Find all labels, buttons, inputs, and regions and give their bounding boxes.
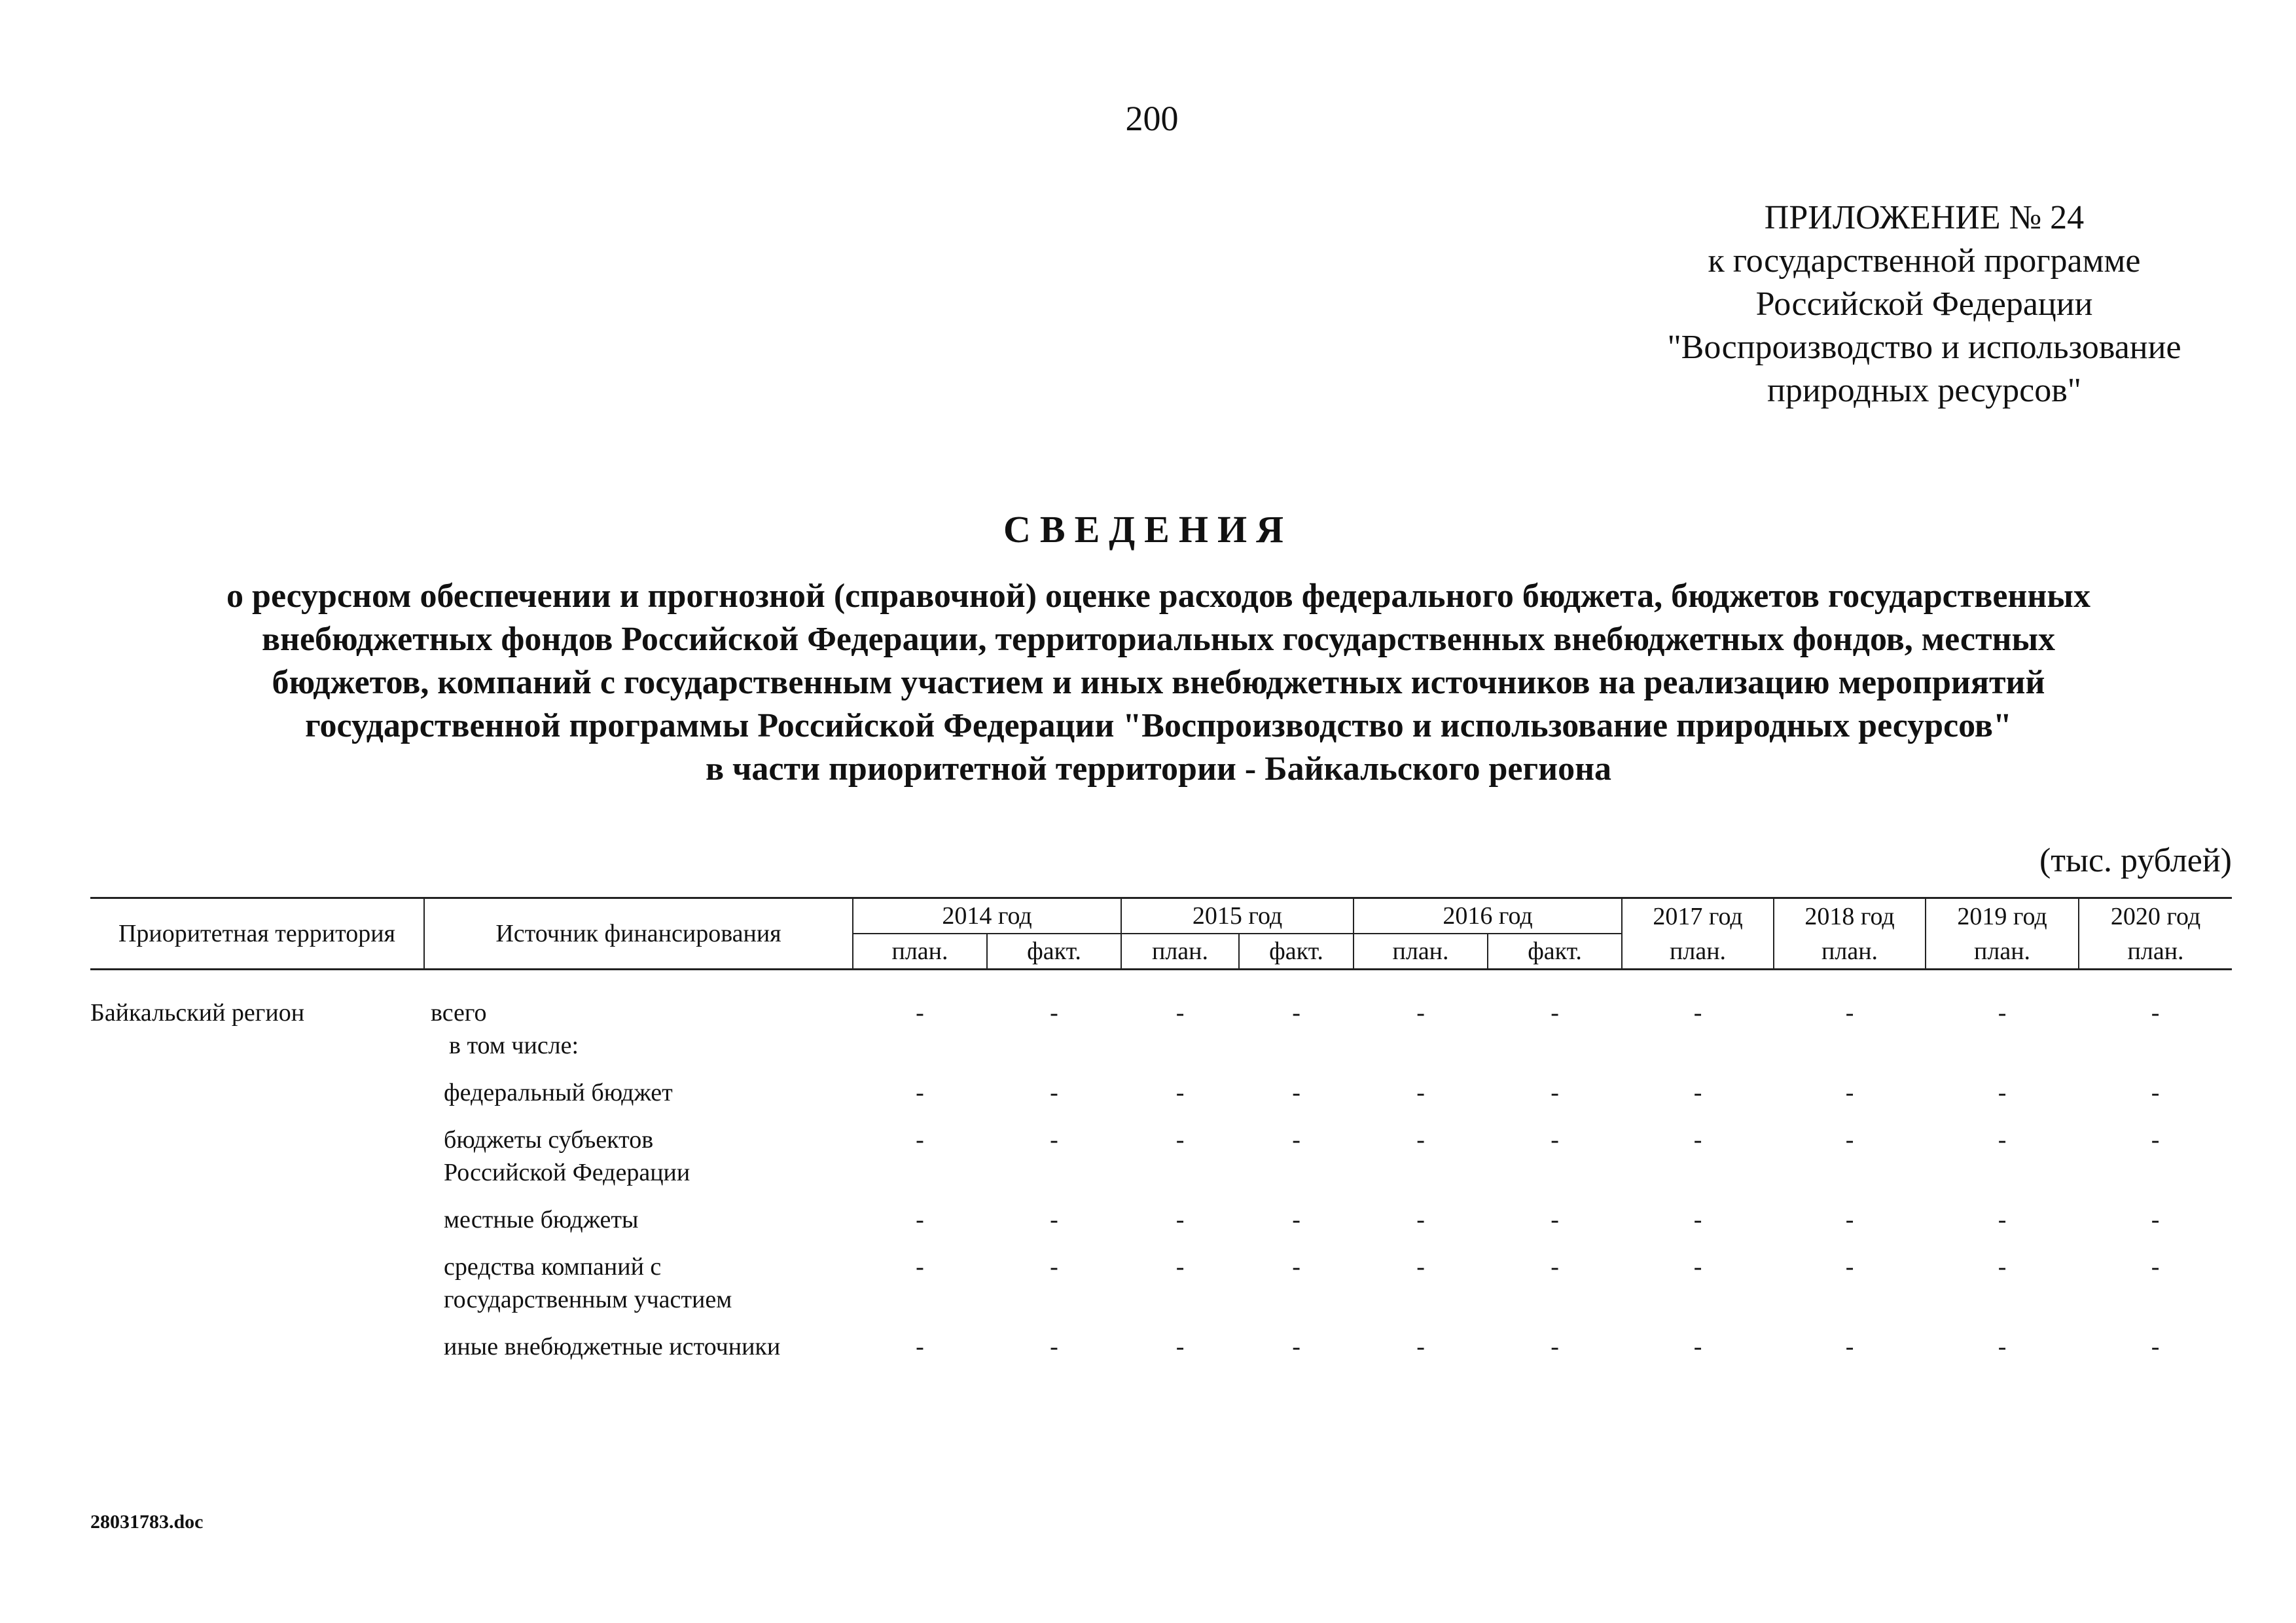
source-cell	[424, 1123, 853, 1203]
subtitle-line: в части приоритетной территории - Байкальского региона	[705, 750, 1612, 788]
value-cell: -	[1551, 1333, 1559, 1360]
value-cell: -	[1693, 1079, 1702, 1106]
value-cell: -	[1998, 999, 2007, 1027]
value-cell: -	[1175, 999, 1185, 1027]
value-cell: -	[1292, 1206, 1300, 1233]
source-sublabel: в том числе:	[449, 1032, 579, 1059]
territory-cell: Байкальский регион	[90, 999, 305, 1027]
value-cell: -	[1845, 1253, 1854, 1281]
value-cell: -	[1998, 1333, 2007, 1360]
value-cell: -	[1693, 1126, 1702, 1154]
col-header-year: 2014 год	[853, 898, 1121, 934]
value-cell: -	[1845, 1126, 1854, 1154]
value-cell: -	[2151, 1333, 2160, 1360]
document-title: СВЕДЕНИЯ	[1003, 508, 1293, 551]
value-cell: -	[1693, 999, 1702, 1027]
source-cell	[424, 1250, 853, 1330]
value-cell: -	[1416, 1079, 1425, 1106]
value-cell: -	[1693, 1206, 1702, 1233]
subtitle-line: бюджетов, компаний с государственным участием и иных внебюджетных источников на реализацию мероприятий	[272, 664, 2045, 701]
col-header-plan: план.	[2079, 934, 2232, 970]
value-cell: -	[1175, 1333, 1185, 1360]
table-row	[90, 1330, 2232, 1377]
document-subtitle	[98, 575, 2219, 791]
value-cell: -	[1292, 1126, 1300, 1154]
col-header-fact: факт.	[1239, 934, 1354, 970]
value-cell: -	[1693, 1253, 1702, 1281]
col-header-plan: план.	[1622, 934, 1774, 970]
value-cell: -	[2151, 1206, 2160, 1233]
col-header-fact: факт.	[1488, 934, 1622, 970]
col-header-plan: план.	[1121, 934, 1239, 970]
value-cell: -	[1416, 1333, 1425, 1360]
col-header-territory: Приоритетная территория	[90, 898, 424, 970]
subtitle-line: внебюджетных фондов Российской Федерации, территориальных государственных внебюджетных фондов, местных	[261, 621, 2056, 658]
col-header-plan: план.	[1354, 934, 1488, 970]
table-row	[90, 1250, 2232, 1330]
value-cell: -	[916, 1126, 924, 1154]
value-cell: -	[2151, 1079, 2160, 1106]
col-header-year: 2019 год	[1926, 898, 2079, 934]
appendix-line: "Воспроизводство и использование	[1667, 329, 2181, 366]
source-cell: федеральный бюджет	[444, 1079, 673, 1106]
value-cell: -	[1998, 1253, 2007, 1281]
source-cell: иные внебюджетные источники	[444, 1333, 781, 1360]
col-header-plan: план.	[1926, 934, 2079, 970]
file-name-footer: 28031783.doc	[90, 1511, 204, 1533]
appendix-line: природных ресурсов"	[1767, 372, 2081, 409]
value-cell: -	[916, 999, 924, 1027]
source-cell: местные бюджеты	[444, 1206, 639, 1233]
value-cell: -	[1551, 999, 1559, 1027]
value-cell: -	[1175, 1253, 1185, 1281]
units-label: (тыс. рублей)	[2039, 842, 2232, 879]
table-row	[90, 996, 2232, 1076]
col-header-fact: факт.	[987, 934, 1121, 970]
source-cell	[424, 996, 853, 1076]
value-cell: -	[1175, 1126, 1185, 1154]
appendix-line: Российской Федерации	[1755, 285, 2093, 323]
value-cell: -	[1050, 1333, 1058, 1360]
value-cell: -	[916, 1206, 924, 1233]
col-header-year: 2017 год	[1622, 898, 1774, 934]
funding-table	[90, 897, 2232, 1377]
col-header-year: 2018 год	[1774, 898, 1926, 934]
source-sublabel: государственным участием	[444, 1286, 732, 1313]
value-cell: -	[1551, 1079, 1559, 1106]
value-cell: -	[1292, 1079, 1300, 1106]
col-header-year: 2016 год	[1354, 898, 1622, 934]
source-label: средства компаний с	[444, 1253, 662, 1281]
value-cell: -	[1416, 1253, 1425, 1281]
subtitle-line: государственной программы Российской Федерации "Воспроизводство и использование природных ресурсов"	[305, 707, 2012, 744]
value-cell: -	[1050, 1126, 1058, 1154]
appendix-line: к государственной программе	[1708, 242, 2141, 280]
value-cell: -	[1292, 1333, 1300, 1360]
appendix-line: ПРИЛОЖЕНИЕ № 24	[1764, 199, 2085, 236]
value-cell: -	[1998, 1126, 2007, 1154]
value-cell: -	[1416, 1126, 1425, 1154]
value-cell: -	[1175, 1206, 1185, 1233]
value-cell: -	[916, 1333, 924, 1360]
col-header-source: Источник финансирования	[424, 898, 853, 970]
value-cell: -	[916, 1079, 924, 1106]
value-cell: -	[1050, 1253, 1058, 1281]
value-cell: -	[1551, 1126, 1559, 1154]
value-cell: -	[1551, 1206, 1559, 1233]
value-cell: -	[1998, 1079, 2007, 1106]
col-header-plan: план.	[1774, 934, 1926, 970]
value-cell: -	[916, 1253, 924, 1281]
table-row	[90, 1123, 2232, 1203]
col-header-plan: план.	[853, 934, 987, 970]
source-label: бюджеты субъектов	[444, 1126, 654, 1154]
value-cell: -	[1845, 1333, 1854, 1360]
col-header-year: 2020 год	[2079, 898, 2232, 934]
value-cell: -	[1845, 1206, 1854, 1233]
value-cell: -	[1551, 1253, 1559, 1281]
value-cell: -	[1050, 999, 1058, 1027]
source-sublabel: Российской Федерации	[444, 1159, 691, 1186]
value-cell: -	[1845, 999, 1854, 1027]
table-row	[90, 1076, 2232, 1123]
appendix-block	[1610, 196, 2238, 412]
value-cell: -	[2151, 1126, 2160, 1154]
source-label: всего	[431, 999, 487, 1027]
value-cell: -	[1292, 999, 1300, 1027]
value-cell: -	[1050, 1206, 1058, 1233]
col-header-year: 2015 год	[1121, 898, 1354, 934]
subtitle-line: о ресурсном обеспечении и прогнозной (справочной) оценке расходов федерального бюджета, бюджетов государственных	[226, 577, 2090, 615]
value-cell: -	[1292, 1253, 1300, 1281]
value-cell: -	[1998, 1206, 2007, 1233]
page-number: 200	[1125, 99, 1179, 138]
value-cell: -	[1693, 1333, 1702, 1360]
value-cell: -	[1845, 1079, 1854, 1106]
value-cell: -	[2151, 1253, 2160, 1281]
value-cell: -	[1416, 1206, 1425, 1233]
value-cell: -	[1050, 1079, 1058, 1106]
value-cell: -	[2151, 999, 2160, 1027]
value-cell: -	[1175, 1079, 1185, 1106]
value-cell: -	[1416, 999, 1425, 1027]
table-row	[90, 1203, 2232, 1250]
